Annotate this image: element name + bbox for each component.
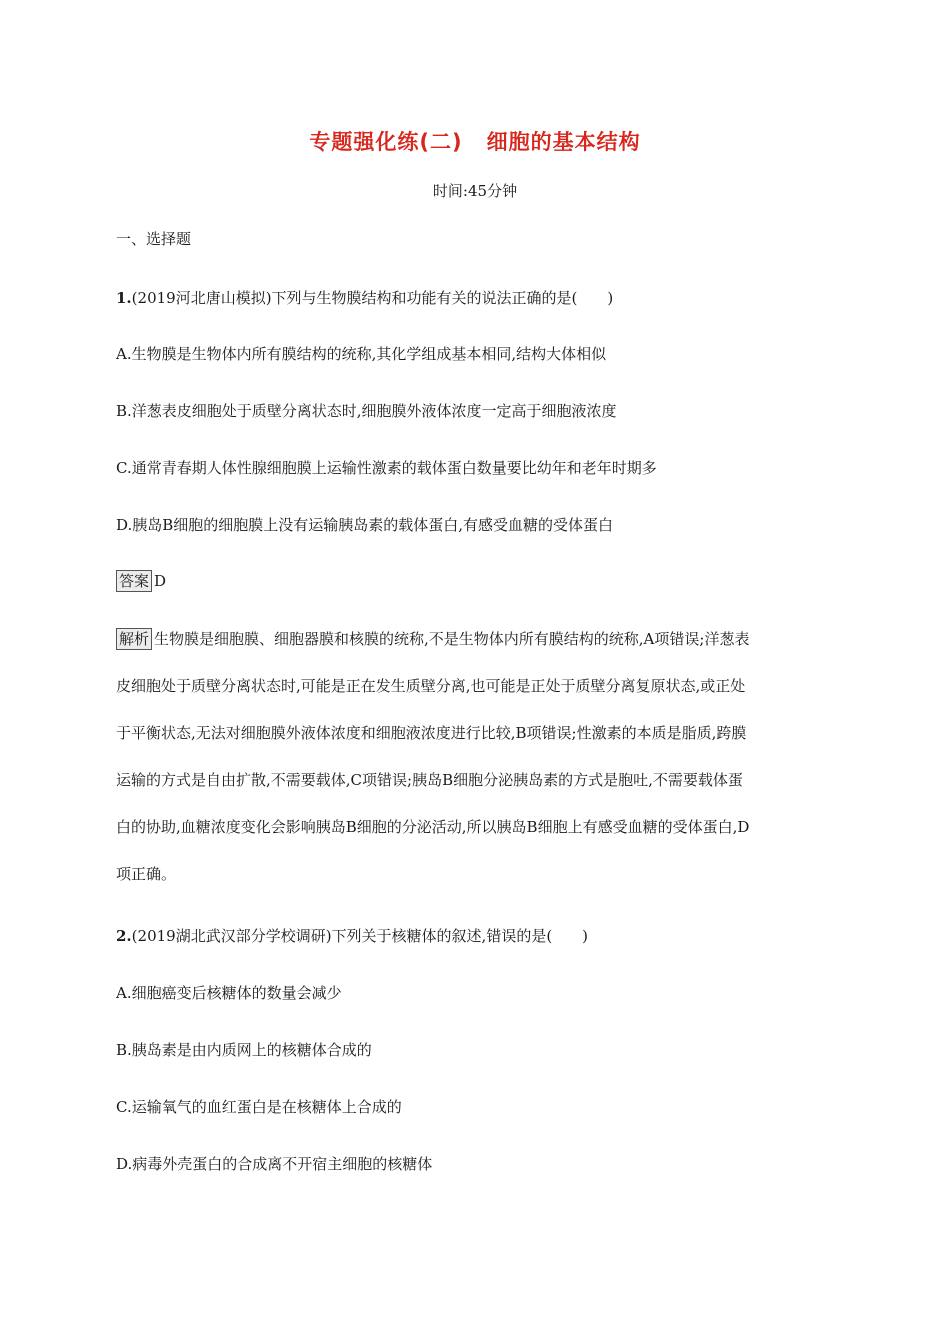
question-2-stem [116,925,588,947]
question-1-number: 1. [116,289,132,307]
question-2-option-c: C.运输氧气的血红蛋白是在核糖体上合成的 [116,1098,402,1116]
question-2-option-b: B.胰岛素是由内质网上的核糖体合成的 [116,1041,372,1059]
question-1-option-c: C.通常青春期人体性腺细胞膜上运输性激素的载体蛋白数量要比幼年和老年时期多 [116,459,657,477]
time-limit: 时间:45分钟 [432,182,518,200]
answer-label: 答案 [116,570,152,592]
question-1-text: (2019河北唐山模拟)下列与生物膜结构和功能有关的说法正确的是( ) [131,289,614,307]
section-heading: 一、选择题 [116,230,192,248]
analysis-line: 项正确。 [116,865,177,883]
analysis-line: 白的协助,血糖浓度变化会影响胰岛B细胞的分泌活动,所以胰岛B细胞上有感受血糖的受体蛋白,D [116,818,750,836]
question-2-option-d: D.病毒外壳蛋白的合成离不开宿主细胞的核糖体 [116,1155,433,1173]
page-title [0,126,950,156]
question-2-option-a: A.细胞癌变后核糖体的数量会减少 [116,984,342,1002]
question-1-stem [116,287,613,309]
question-1-answer [116,570,166,592]
question-1-option-d: D.胰岛B细胞的细胞膜上没有运输胰岛素的载体蛋白,有感受血糖的受体蛋白 [116,516,614,534]
title-part2: 细胞的基本结构 [486,130,641,154]
title-part1: 专题强化练(二) [309,130,463,154]
question-1-option-b: B.洋葱表皮细胞处于质壁分离状态时,细胞膜外液体浓度一定高于细胞液浓度 [116,402,617,420]
analysis-line: 皮细胞处于质壁分离状态时,可能是正在发生质壁分离,也可能是正处于质壁分离复原状态,或正处 [116,677,746,695]
analysis-label: 解析 [116,628,152,650]
question-2-number: 2. [116,927,132,945]
question-1-analysis [116,628,838,910]
analysis-line: 运输的方式是自由扩散,不需要载体,C项错误;胰岛B细胞分泌胰岛素的方式是胞吐,不需要载体蛋 [116,771,743,789]
question-1-option-a: A.生物膜是生物体内所有膜结构的统称,其化学组成基本相同,结构大体相似 [116,345,607,363]
question-2-text: (2019湖北武汉部分学校调研)下列关于核糖体的叙述,错误的是( ) [131,927,589,945]
analysis-line: 解析 生物膜是细胞膜、细胞器膜和核膜的统称,不是生物体内所有膜结构的统称,A项错误;洋葱表 [116,628,838,675]
analysis-line: 于平衡状态,无法对细胞膜外液体浓度和细胞液浓度进行比较,B项错误;性激素的本质是脂质,跨膜 [116,724,747,742]
answer-value: D [154,572,167,590]
